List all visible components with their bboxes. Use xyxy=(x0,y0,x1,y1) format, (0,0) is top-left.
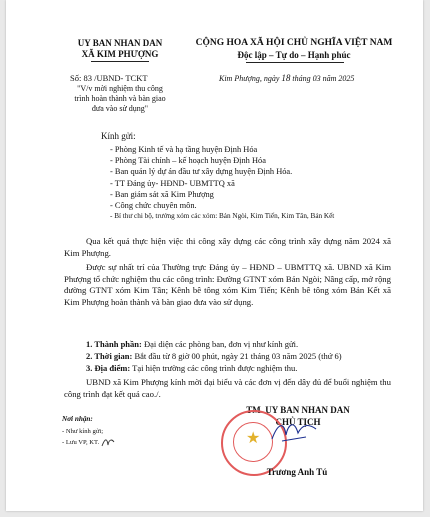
body-paragraph-2: Được sự nhất trí của Thường trực Đảng ủy – HĐND – UBMTTQ xã. UBND xã Kim Phượng tổ chức nghiệm thu các công trình: Đường GTNT xóm Bản Ngòi; Nâng cấp, mở rộng đường GTNT xóm Kim Tân; Kênh bê tông xóm Kim Tiến; Kênh bê tông xóm Bản Kết xã Kim Phượng hoàn thành và bàn giao đưa vào sử dụng. xyxy=(64,262,391,307)
date-day: 18 xyxy=(281,73,291,83)
item-participants xyxy=(86,339,298,349)
closing-paragraph: UBND xã Kim Phượng kính mời đại biểu và các đơn vị đến dây đủ để buổi nghiệm thu công trình đạt kết quả cao./. xyxy=(64,377,391,399)
recipient-item: - TT Đảng ủy- HĐND- UBMTTQ xã xyxy=(110,178,235,188)
date-rest: tháng 03 năm 2025 xyxy=(292,74,355,83)
signature-title-2: CHỦ TỊCH xyxy=(275,417,321,427)
recipient-item: - Ban quản lý dự án đầu tư xây dựng huyện Định Hóa. xyxy=(110,167,293,177)
body-paragraph-1: Qua kết quả thực hiện việc thi công xây dựng các công trình xây dựng năm 2024 xã Kim Phượng. xyxy=(64,236,391,258)
initials-signature-mark xyxy=(101,436,115,448)
recipient-item: - Bí thư chi bộ, trưởng xóm các xóm: Bản Ngòi, Kim Tiến, Kim Tân, Bản Kết xyxy=(110,212,335,221)
subject-line2: trình hoàn thành và bàn giao xyxy=(74,94,166,103)
document-number: Số: 83 /UBND- TCKT xyxy=(70,73,148,83)
subject-line3: đưa vào sử dụng" xyxy=(91,104,149,113)
item-location-text: Tại hiện trường các công trình được nghiệm thu. xyxy=(132,363,298,373)
org-underline xyxy=(91,61,149,62)
date-place-label: Kim Phượng, ngày xyxy=(219,74,280,83)
handwritten-signature xyxy=(268,415,320,447)
motto-underline xyxy=(246,62,344,63)
recipient-item: - Phòng Kinh tế và hạ tầng huyện Định Hóa xyxy=(110,145,258,154)
recipient-item: - Phòng Tài chính – kế hoạch huyện Định Hóa xyxy=(110,156,266,166)
nation-title: CỘNG HOA XÃ HỘI CHỦ NGHĨA VIỆT NAM xyxy=(195,38,393,48)
date-place xyxy=(219,73,354,83)
item-location-label: 3. Địa điểm: xyxy=(86,363,131,373)
footer-recipient-1: - Như kính gửi; xyxy=(62,428,104,435)
document-page xyxy=(6,0,423,511)
recipient-item: - Ban giám sát xã Kim Phượng xyxy=(110,189,214,199)
org-name-line2: XÃ KIM PHƯỢNG xyxy=(81,49,159,59)
footer-recipients-heading: Nơi nhận: xyxy=(62,415,93,423)
recipient-item: - Công chức chuyên môn. xyxy=(110,200,197,210)
item-location xyxy=(86,363,297,373)
item-participants-label: 1. Thành phần: xyxy=(86,339,142,349)
footer-recipient-2: - Lưu VP, KT. xyxy=(62,439,100,446)
subject-line1: "V/v mời nghiệm thu công xyxy=(77,84,163,93)
national-motto: Độc lập – Tự do – Hạnh phúc xyxy=(237,50,351,60)
item-participants-text: Đại diện các phòng ban, đơn vị như kính gửi. xyxy=(143,339,299,349)
seal-star-icon: ★ xyxy=(246,430,261,447)
recipients-heading: Kính gửi: xyxy=(101,131,136,141)
org-name-line1: UY BAN NHAN DAN xyxy=(77,38,163,48)
item-time-label: 2. Thời gian: xyxy=(86,351,133,361)
recipients-list xyxy=(110,144,334,222)
item-time-text: Bắt đầu từ 8 giờ 00 phút, ngày 21 tháng 03 năm 2025 (thứ 6) xyxy=(134,351,342,361)
seal-inner-ring xyxy=(233,422,273,462)
signer-name: Trương Anh Tú xyxy=(266,467,328,477)
item-time xyxy=(86,351,342,361)
signature-title-1: TM. UY BAN NHAN DAN xyxy=(246,405,350,415)
